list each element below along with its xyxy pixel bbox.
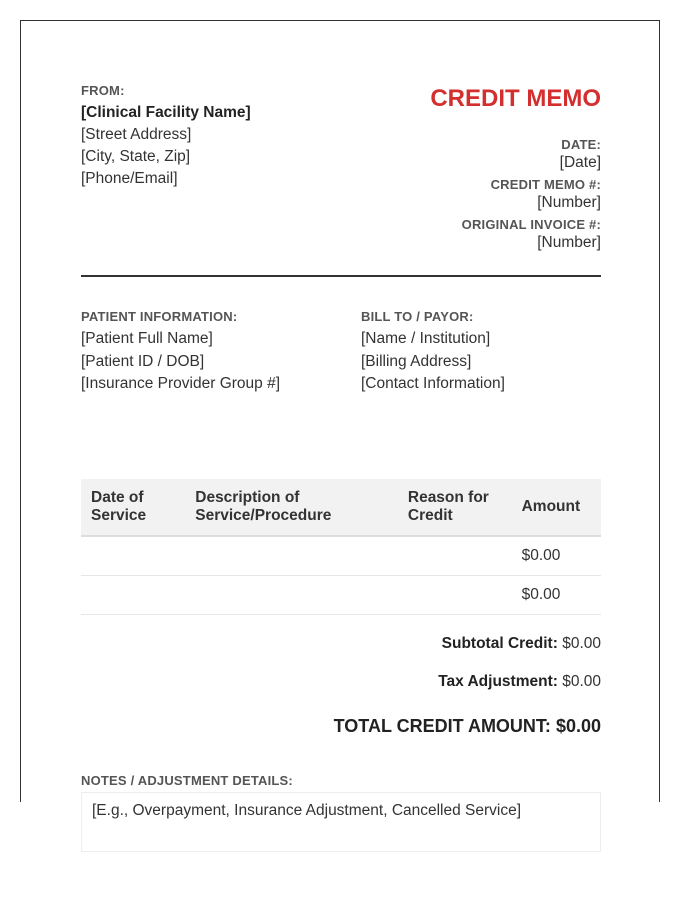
line-items-table bbox=[81, 479, 601, 615]
memo-info-block bbox=[341, 83, 601, 257]
header-reason: Reason for Credit bbox=[398, 479, 512, 536]
header-amount: Amount bbox=[512, 479, 601, 536]
memo-number-value: [Number] bbox=[537, 194, 601, 211]
info-section bbox=[81, 309, 601, 479]
row-date bbox=[81, 576, 185, 615]
memo-title: CREDIT MEMO bbox=[430, 85, 601, 112]
memo-content bbox=[81, 83, 601, 852]
tax-value: $0.00 bbox=[562, 673, 601, 690]
phone-email: [Phone/Email] bbox=[81, 170, 178, 187]
totals-section bbox=[81, 635, 601, 737]
total-row bbox=[81, 715, 601, 737]
from-block bbox=[81, 83, 341, 190]
bill-to-contact: [Contact Information] bbox=[361, 375, 505, 392]
insurance-group: [Insurance Provider Group #] bbox=[81, 375, 281, 392]
facility-name: [Clinical Facility Name] bbox=[81, 104, 251, 121]
header-description: Description of Service/Procedure bbox=[185, 479, 398, 536]
memo-number-label: CREDIT MEMO #: bbox=[490, 177, 601, 192]
row-reason bbox=[398, 536, 512, 576]
notes-label: NOTES / ADJUSTMENT DETAILS: bbox=[81, 773, 293, 788]
subtotal-label: Subtotal Credit: bbox=[441, 635, 558, 652]
patient-info-block bbox=[81, 309, 341, 396]
patient-name: [Patient Full Name] bbox=[81, 330, 213, 347]
table-row bbox=[81, 536, 601, 576]
credit-memo-page bbox=[20, 20, 660, 819]
tax-row bbox=[81, 673, 601, 691]
original-invoice-label: ORIGINAL INVOICE #: bbox=[461, 217, 601, 232]
table-row bbox=[81, 576, 601, 615]
row-description bbox=[185, 536, 398, 576]
date-label: DATE: bbox=[561, 137, 601, 152]
billing-address: [Billing Address] bbox=[361, 352, 472, 370]
table-header-row bbox=[81, 479, 601, 536]
subtotal-row bbox=[81, 635, 601, 653]
notes-box[interactable]: [E.g., Overpayment, Insurance Adjustment, Cancelled Service] bbox=[81, 792, 601, 852]
header-date-of-service: Date of Service bbox=[81, 479, 185, 536]
bill-to-block bbox=[361, 309, 621, 396]
total-value: $0.00 bbox=[555, 716, 601, 736]
patient-info-label: PATIENT INFORMATION: bbox=[81, 309, 238, 324]
header-divider bbox=[81, 275, 601, 277]
row-description bbox=[185, 576, 398, 615]
row-date bbox=[81, 536, 185, 576]
date-value: [Date] bbox=[559, 154, 601, 171]
original-invoice-value: [Number] bbox=[537, 234, 601, 251]
city-state-zip: [City, State, Zip] bbox=[81, 148, 191, 165]
subtotal-value: $0.00 bbox=[562, 635, 601, 652]
patient-id-dob: [Patient ID / DOB] bbox=[81, 352, 205, 370]
from-label: FROM: bbox=[81, 83, 125, 98]
tax-label: Tax Adjustment: bbox=[438, 673, 558, 690]
memo-header bbox=[81, 83, 601, 275]
row-amount: $0.00 bbox=[512, 536, 601, 576]
notes-section bbox=[81, 773, 601, 852]
row-amount: $0.00 bbox=[512, 576, 601, 615]
row-reason bbox=[398, 576, 512, 615]
bill-to-label: BILL TO / PAYOR: bbox=[361, 309, 474, 324]
total-label: TOTAL CREDIT AMOUNT: bbox=[333, 716, 551, 736]
street-address: [Street Address] bbox=[81, 126, 192, 143]
bill-to-name: [Name / Institution] bbox=[361, 330, 491, 347]
